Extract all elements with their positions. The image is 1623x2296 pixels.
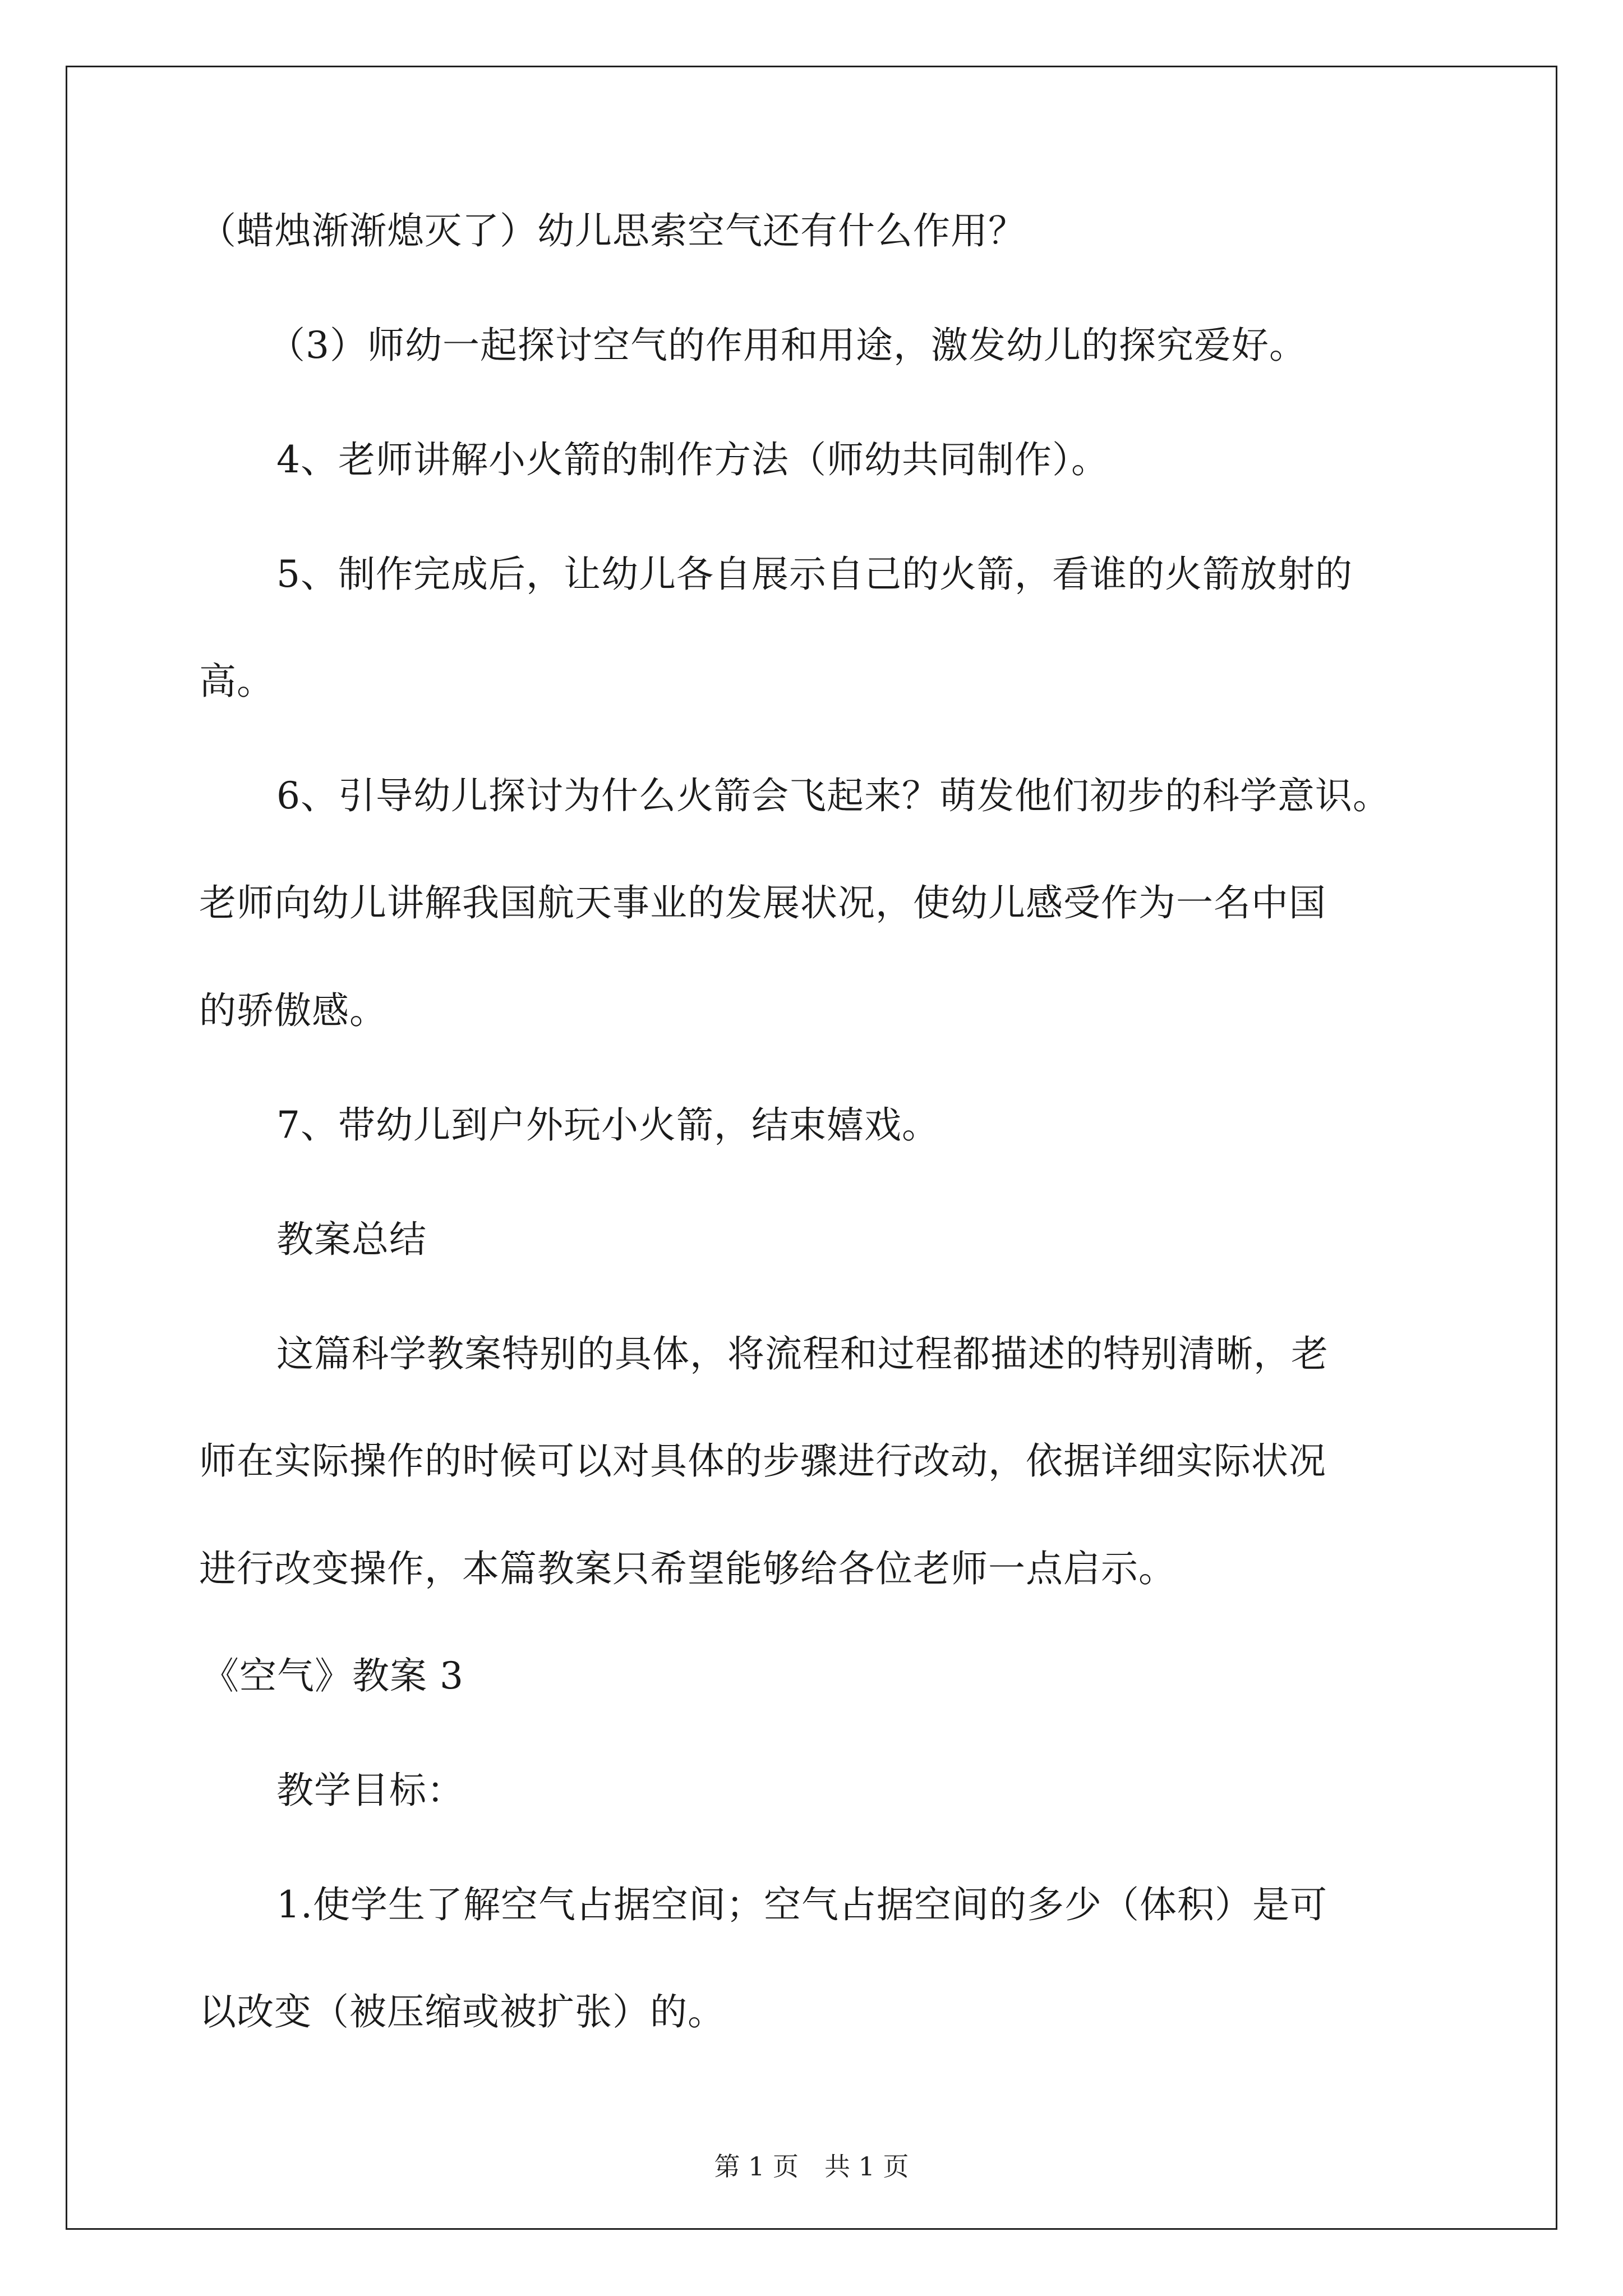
text-line: 老师向幼儿讲解我国航天事业的发展状况，使幼儿感受作为一名中国 [199,881,1326,924]
text-line: 4、老师讲解小火箭的制作方法（师幼共同制作）。 [276,438,1109,481]
text-line: 师在实际操作的时候可以对具体的步骤进行改动，依据详细实际状况 [199,1439,1326,1483]
text-line: 这篇科学教案特别的具体，将流程和过程都描述的特别清晰，老 [276,1332,1329,1375]
text-line: 的骄傲感。 [199,989,387,1032]
section-heading: 教学目标： [276,1769,464,1812]
text-line: 6、引导幼儿探讨为什么火箭会飞起来？萌发他们初步的科学意识。 [276,774,1390,817]
text-line: （蜡烛渐渐熄灭了）幼儿思索空气还有什么作用？ [199,209,1026,252]
text-line: （3）师幼一起探讨空气的作用和用途，激发幼儿的探究爱好。 [268,324,1307,367]
text-line: 5、制作完成后，让幼儿各自展示自己的火箭，看谁的火箭放射的 [276,553,1353,596]
text-line: 1.使学生了解空气占据空间；空气占据空间的多少（体积）是可 [276,1883,1327,1926]
section-heading: 教案总结 [276,1218,427,1261]
text-line: 进行改变操作，本篇教案只希望能够给各位老师一点启示。 [199,1547,1176,1590]
section-title: 《空气》教案 3 [202,1654,464,1697]
text-line: 7、带幼儿到户外玩小火箭，结束嬉戏。 [276,1103,939,1147]
text-line: 以改变（被压缩或被扩张）的。 [199,1990,725,2033]
text-line: 高。 [199,660,274,703]
page-footer: 第 1 页 共 1 页 [714,2151,909,2182]
